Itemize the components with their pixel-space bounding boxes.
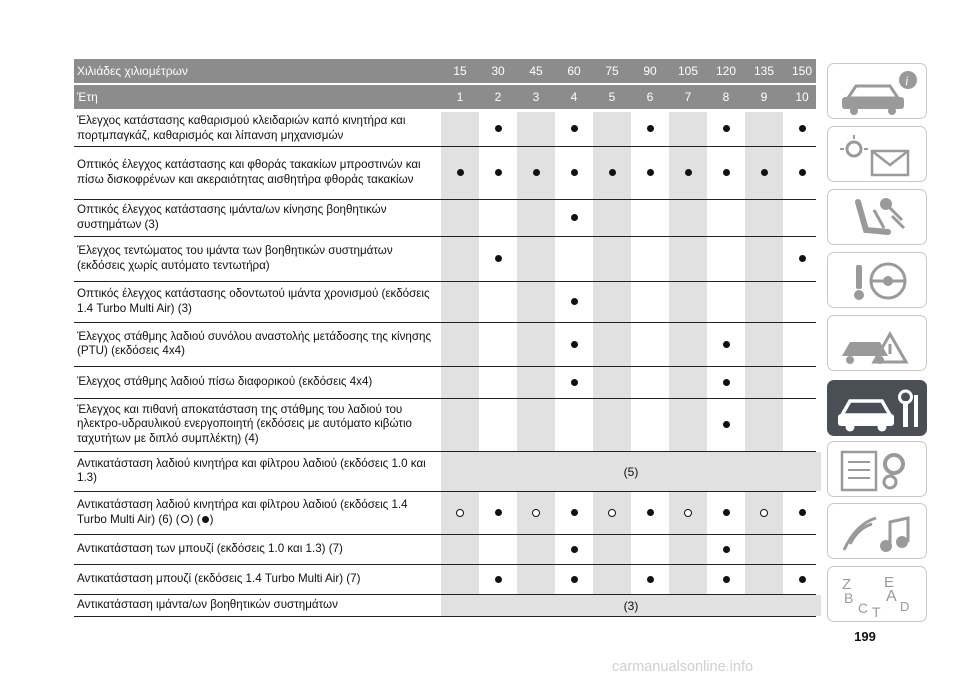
hollow-circle-icon [608,509,616,517]
filled-dot-icon [685,169,692,176]
header-value-km: 30 [491,64,505,78]
chapter-tab-car-info[interactable] [827,63,927,119]
interval-dot-marker [555,508,593,519]
grid-column-shade [441,237,479,281]
header-value-years: 3 [532,90,540,104]
header-value-years: 9 [760,90,768,104]
grid-column-shade [745,112,783,146]
interval-dot-marker [669,168,707,179]
interval-circle-marker [593,508,631,519]
filled-dot-icon [723,421,730,428]
interval-dot-marker [631,124,669,135]
row-description [77,491,435,534]
grid-column-shade [517,237,555,281]
grid-column-shade [669,323,707,366]
grid-column-shade [517,323,555,366]
grid-column-shade [593,237,631,281]
filled-dot-icon [457,169,464,176]
filled-dot-icon [799,576,806,583]
interval-dot-marker [707,420,745,431]
chapter-tab-seat-airbag[interactable] [827,189,927,245]
grid-column-shade [441,565,479,594]
filled-dot-icon [495,255,502,262]
svg-text:E: E [884,574,895,591]
filled-dot-icon [723,379,730,386]
hollow-circle-icon [181,515,189,523]
filled-dot-icon [799,509,806,516]
row-text-part: ) ( [189,512,201,526]
filled-dot-icon [571,576,578,583]
dashboard-warning-icon [828,127,928,183]
filled-dot-icon [761,169,768,176]
row-span-note: (3) [441,595,821,616]
chapter-tab-emergency-car[interactable] [827,315,927,371]
filled-dot-icon [723,576,730,583]
steering-key-icon [828,253,928,309]
interval-dot-marker [631,168,669,179]
row-description: Έλεγχος στάθμης λαδιού πίσω διαφορικού (εκδόσεις 4x4) [77,374,373,388]
grid-column-shade [517,200,555,236]
row-description: Αντικατάσταση των μπουζί (εκδόσεις 1.0 και 1.3) (7) [77,541,343,555]
chapter-tab-steering-key[interactable] [827,252,927,308]
row-text-part: Αντικατάσταση λαδιού κινητήρα και φίλτρου λαδιού (εκδόσεις 1.4 Turbo Multi Air) (6) ( [77,498,408,526]
grid-column-shade [669,282,707,322]
grid-column-shade [441,282,479,322]
emergency-car-icon [828,316,928,372]
header-value-km: 45 [529,64,543,78]
grid-column-shade [441,535,479,564]
filled-dot-icon [571,169,578,176]
filled-dot-icon [571,546,578,553]
header-value-km: 15 [453,64,467,78]
interval-dot-marker [555,574,593,585]
grid-column-shade [441,323,479,366]
hollow-circle-icon [532,509,540,517]
row-span-note: (5) [441,452,821,491]
technical-data-icon [828,442,928,498]
row-description: Έλεγχος τεντώματος του ιμάντα των βοηθητικών συστημάτων (εκδόσεις χωρίς αυτόματο τεντωτήρα) [77,244,393,272]
filled-dot-icon [495,509,502,516]
hollow-circle-icon [456,509,464,517]
filled-dot-icon [799,255,806,262]
filled-dot-icon [723,341,730,348]
grid-column-shade [517,112,555,146]
interval-dot-marker [745,168,783,179]
filled-dot-icon [799,169,806,176]
interval-dot-marker [783,124,821,135]
grid-column-shade [593,367,631,398]
chapter-tab-car-service[interactable] [827,380,927,436]
svg-text:A: A [886,588,897,605]
grid-column-shade [669,535,707,564]
filled-dot-icon [609,169,616,176]
row-description: Αντικατάσταση μπουζί (εκδόσεις 1.4 Turbo Multi Air) (7) [77,571,361,585]
filled-dot-icon [723,169,730,176]
interval-dot-marker [783,254,821,265]
grid-column-shade [593,282,631,322]
filled-dot-icon [533,169,540,176]
row-description: Έλεγχος και πιθανή αποκατάσταση της στάθμης του λαδιού του ηλεκτρο-υδραυλικού ενεργοποιητή (εκδόσεις με αυτόματο κιβώτιο ταχυτήτων με διπλό συμπλέκτη) (4) [77,402,412,445]
interval-dot-marker [555,124,593,135]
interval-dot-marker [555,377,593,388]
multimedia-icon [828,504,928,560]
svg-text:C: C [858,600,869,616]
hollow-circle-icon [760,509,768,517]
interval-dot-marker [555,544,593,555]
filled-dot-icon [647,169,654,176]
interval-dot-marker [783,508,821,519]
grid-column-shade [669,367,707,398]
row-description: Έλεγχος στάθμης λαδιού συνόλου αναστολής μετάδοσης της κίνησης (PTU) (εκδόσεις 4x4) [77,329,432,357]
grid-column-shade [441,367,479,398]
interval-dot-marker [479,254,517,265]
grid-column-shade [517,399,555,451]
grid-column-shade [517,367,555,398]
interval-dot-marker [517,168,555,179]
filled-dot-icon [571,298,578,305]
interval-dot-marker [783,574,821,585]
alphabetical-index-icon [828,567,928,623]
header-value-years: 8 [722,90,730,104]
filled-dot-icon [495,576,502,583]
interval-dot-marker [707,339,745,350]
filled-dot-icon [799,125,806,132]
header-value-years: 4 [570,90,578,104]
interval-dot-marker [707,168,745,179]
interval-circle-marker [517,508,555,519]
interval-circle-marker [745,508,783,519]
filled-dot-icon [495,169,502,176]
grid-column-shade [669,112,707,146]
interval-dot-marker [707,544,745,555]
interval-dot-marker [707,124,745,135]
filled-dot-icon [647,125,654,132]
header-value-km: 60 [567,64,581,78]
svg-text:T: T [872,604,881,620]
grid-column-shade [593,323,631,366]
header-value-years: 10 [795,90,809,104]
interval-dot-marker [555,339,593,350]
header-value-years: 2 [494,90,502,104]
grid-column-shade [593,535,631,564]
svg-text:Z: Z [842,576,852,593]
row-description: Έλεγχος κατάστασης καθαρισμού κλειδαριών καπό κινητήρα και πορτμπαγκάζ, καθαρισμός και λίπανση μηχανισμών [77,114,406,142]
interval-dot-marker [479,168,517,179]
interval-dot-marker [707,508,745,519]
interval-dot-marker [707,377,745,388]
header-label-years: Έτη [77,90,98,104]
interval-dot-marker [783,168,821,179]
grid-column-shade [745,367,783,398]
row-description: Οπτικός έλεγχος κατάστασης και φθοράς τακακίων μπροστινών και πίσω δισκοφρένων και ακεραιότητας αισθητήρα φθοράς τακακίων [77,158,421,186]
car-info-icon [828,64,928,120]
row-text-part: ) [209,512,214,526]
header-value-years: 5 [608,90,616,104]
svg-text:D: D [900,599,910,614]
chapter-tab-dashboard-warning[interactable] [827,126,927,182]
grid-column-shade [517,535,555,564]
interval-dot-marker [555,168,593,179]
watermark: carmanualsonline.info [612,659,754,675]
header-value-km: 135 [753,64,775,78]
grid-column-shade [593,565,631,594]
seat-airbag-icon [828,190,928,246]
grid-column-shade [669,399,707,451]
filled-dot-icon [723,509,730,516]
header-value-km: 150 [791,64,813,78]
row-separator [74,616,816,617]
header-value-years: 6 [646,90,654,104]
filled-dot-icon [647,576,654,583]
header-value-years: 7 [684,90,692,104]
header-value-years: 1 [456,90,464,104]
row-description: Αντικατάσταση λαδιού κινητήρα και φίλτρου λαδιού (εκδόσεις 1.0 και 1.3) [77,456,426,484]
interval-dot-marker [593,168,631,179]
grid-column-shade [669,237,707,281]
interval-dot-marker [479,574,517,585]
filled-dot-icon [571,125,578,132]
grid-column-shade [441,200,479,236]
filled-dot-icon [202,516,209,523]
grid-column-shade [441,112,479,146]
header-label-km: Χιλιάδες χιλιομέτρων [77,64,188,78]
interval-dot-marker [555,297,593,308]
chapter-tab-alphabetical-index[interactable] [827,566,927,622]
grid-column-shade [745,237,783,281]
grid-column-shade [517,565,555,594]
grid-column-shade [745,200,783,236]
filled-dot-icon [723,125,730,132]
header-value-km: 90 [643,64,657,78]
header-value-km: 75 [605,64,619,78]
grid-column-shade [745,399,783,451]
filled-dot-icon [723,546,730,553]
grid-column-shade [669,565,707,594]
filled-dot-icon [647,509,654,516]
interval-dot-marker [707,574,745,585]
row-description: Οπτικός έλεγχος κατάστασης οδοντωτού ιμάντα χρονισμού (εκδόσεις 1.4 Turbo Multi Air) (3) [77,287,430,315]
filled-dot-icon [571,509,578,516]
filled-dot-icon [571,214,578,221]
row-description-with-legend [77,498,435,527]
interval-dot-marker [479,508,517,519]
svg-text:B: B [844,590,854,606]
grid-column-shade [669,200,707,236]
row-description: Αντικατάσταση ιμάντα/ων βοηθητικών συστημάτων [77,597,338,611]
row-description: Οπτικός έλεγχος κατάστασης ιμάντα/ων κίνησης βοηθητικών συστημάτων (3) [77,203,387,231]
interval-dot-marker [479,124,517,135]
hollow-circle-icon [684,509,692,517]
grid-column-shade [745,323,783,366]
interval-dot-marker [631,574,669,585]
interval-circle-marker [669,508,707,519]
header-value-km: 120 [715,64,737,78]
grid-column-shade [517,282,555,322]
page-number: 199 [854,629,876,644]
chapter-tab-technical-data[interactable] [827,441,927,497]
interval-dot-marker [441,168,479,179]
interval-circle-marker [441,508,479,519]
grid-column-shade [441,399,479,451]
filled-dot-icon [571,379,578,386]
grid-column-shade [745,565,783,594]
filled-dot-icon [495,125,502,132]
interval-dot-marker [631,508,669,519]
car-service-icon [828,381,928,437]
chapter-tab-multimedia[interactable] [827,503,927,559]
grid-column-shade [593,399,631,451]
grid-column-shade [593,200,631,236]
interval-dot-marker [555,213,593,224]
svg-text:i: i [905,73,909,88]
grid-column-shade [745,282,783,322]
header-value-km: 105 [677,64,699,78]
grid-column-shade [593,112,631,146]
filled-dot-icon [571,341,578,348]
grid-column-shade [745,535,783,564]
